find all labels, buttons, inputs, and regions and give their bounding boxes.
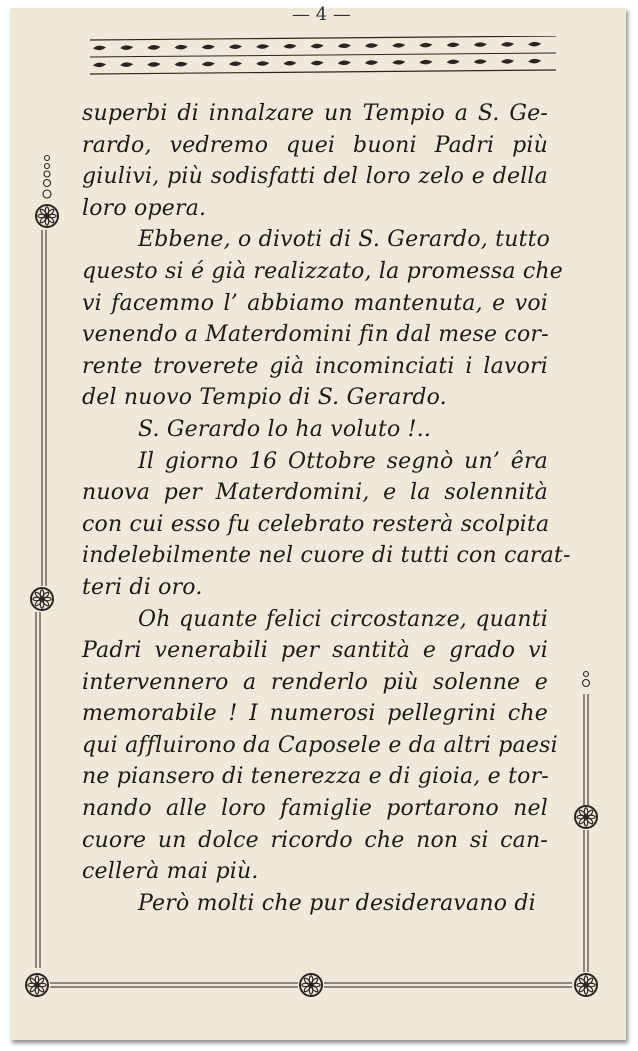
text-line: ne piansero di tenerezza e di gioia, e tor-	[82, 764, 549, 790]
rosette-ornament	[31, 588, 53, 610]
text-line: cuore un dolce ricordo che non si can-	[82, 827, 548, 853]
text-line: rardo, vedremo quei buoni Padri più	[82, 132, 548, 158]
rosette-ornament	[575, 974, 597, 996]
text-line: rente troverete già incominciati i lavori	[82, 353, 548, 379]
text-line: giulivi, più sodisfatti del loro zelo e della	[82, 164, 548, 190]
rosette-ornament	[300, 974, 322, 996]
text-line: Il giorno 16 Ottobre segnò un’ êra	[138, 448, 548, 474]
text-line: Ebbene, o divoti di S. Gerardo, tutto	[138, 227, 551, 253]
text-line: S. Gerardo lo ha voluto !..	[138, 416, 432, 442]
text-line: venendo a Materdomini fin dal mese cor-	[82, 322, 549, 348]
text-line: memorabile ! I numerosi pellegrini che	[82, 701, 548, 727]
text-line: Padri venerabili per santità e grado vi	[82, 638, 548, 664]
text-line: con cui esso fu celebrato resterà scolpita	[82, 511, 550, 537]
text-line: nuova per Materdomini, e la solennità	[82, 480, 548, 506]
book-page	[10, 4, 626, 1040]
rosette-ornament	[26, 974, 48, 996]
text-line: Oh quante felici circostanze, quanti	[138, 606, 548, 632]
page-number: — 4 —	[292, 4, 351, 25]
text-line: vi facemmo l’ abbiamo mantenuta, e voi	[82, 290, 548, 316]
text-line: cellerà mai più.	[82, 859, 259, 885]
text-line: indelebilmente nel cuore di tutti con carat-	[82, 543, 571, 569]
body-text	[82, 98, 571, 919]
rosette-ornament	[575, 806, 597, 828]
text-line: Però molti che pur desideravano di	[138, 890, 536, 916]
text-line: intervennero a renderlo più solenne e	[82, 669, 548, 695]
text-line: superbi di innalzare un Tempio a S. Ge-	[82, 101, 548, 126]
text-line: questo si é già realizzato, la promessa che	[82, 258, 563, 284]
text-line: del nuovo Tempio di S. Gerardo.	[82, 385, 447, 411]
text-line: loro opera.	[82, 195, 207, 221]
rosette-ornament	[36, 205, 58, 227]
text-line: nando alle loro famiglie portarono nel	[82, 796, 548, 822]
text-line: qui affluirono da Caposele e da altri paesi	[82, 732, 558, 758]
text-line: teri di oro.	[82, 574, 203, 600]
